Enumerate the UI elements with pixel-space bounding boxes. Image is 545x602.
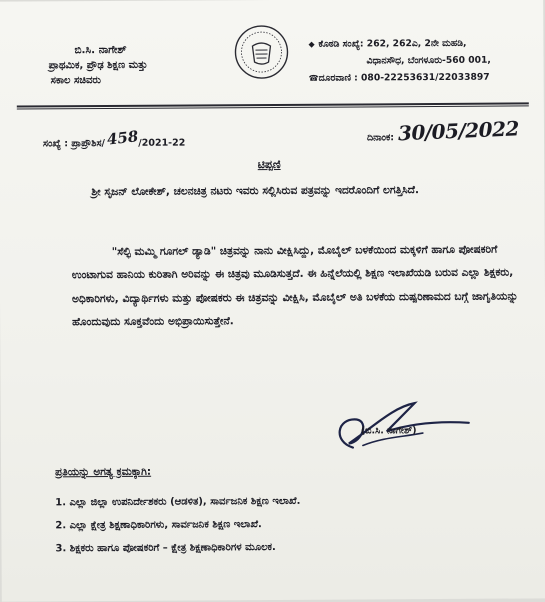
office-phone-line: ☎ ದೂರವಾಣಿ : 080-22253631/22033897 <box>309 68 534 86</box>
phone-icon: ☎ <box>308 73 319 83</box>
copy-recipient: 3. ಶಿಕ್ಷಕರು ಹಾಗೂ ಪೋಷಕರಿಗೆ – ಕ್ಷೇತ್ರ ಶಿಕ್ಷಣಾಧಿಕಾರಿಗಳ ಮೂಲಕ. <box>55 541 276 555</box>
reference-handwritten-number: 458 <box>106 127 140 149</box>
reference-number <box>43 129 185 150</box>
minister-details <box>48 42 208 88</box>
body-paragraph-2: "ಸೆಲ್ಫಿ ಮಮ್ಮಿ ಗೂಗಲ್ ಡ್ಯಾಡಿ" ಚಿತ್ರವನ್ನು ನಾನು ವೀಕ್ಷಿಸಿದ್ದು, ಮೊಬೈಲ್ ಬಳಕೆಯಿಂದ ಮಕ್ಕಳಿಗೆ ಹಾಗೂ ಪೋಷಕರಿಗೆ ಉಂಟಾಗುವ ಹಾನಿಯ ಕುರಿತಾಗಿ ಅರಿವನ್ನು ಈ ಚಿತ್ರವು ಮೂಡಿಸುತ್ತದೆ. ಈ ಹಿನ್ನೆಲೆಯಲ್ಲಿ ಶಿಕ್ಷಣ ಇಲಾಖೆಯಡಿ ಬರುವ ಎಲ್ಲಾ ಶಿಕ್ಷಕರು, ಅಧಿಕಾರಿಗಳು, ವಿದ್ಯಾರ್ಥಿಗಳು ಮತ್ತು ಪೋಷಕರು ಈ ಚಿತ್ರವನ್ನು ವೀಕ್ಷಿಸಿ, ಮೊಬೈಲ್ ಅತಿ ಬಳಕೆಯ ದುಷ್ಪರಿಣಾಮದ ಬಗ್ಗೆ ಜಾಗೃತಿಯನ್ನು ಹೊಂದುವುದು ಸೂಕ್ತವೆಂದು ಅಭಿಪ್ರಾಯಿಸುತ್ತೇನೆ. <box>71 243 519 329</box>
body-paragraph-1: ಶ್ರೀ ಸೃಜನ್ ಲೋಕೇಶ್, ಚಲನಚಿತ್ರ ನಟರು ಇವರು ಸಲ್ಲಿಸಿರುವ ಪತ್ರವನ್ನು ಇದರೊಂದಿಗೆ ಲಗತ್ತಿಸಿದೆ. <box>91 184 420 199</box>
signatory-name: (ಬಿ.ಸಿ. ನಾಗೇಶ್) <box>360 425 417 437</box>
date-handwritten-value: 30/05/2022 <box>397 116 520 146</box>
copy-recipient: 1. ಎಲ್ಲಾ ಜಿಲ್ಲಾ ಉಪನಿರ್ದೇಶಕರು (ಆಡಳಿತ), ಸಾರ್ವಜನಿಕ ಶಿಕ್ಷಣ ಇಲಾಖೆ. <box>55 495 301 509</box>
minister-name: ಬಿ.ಸಿ. ನಾಗೇಶ್ <box>74 43 127 57</box>
office-room-line: ◆ ಕೊಠಡಿ ಸಂಖ್ಯೆ: 262, 262ಎ, 2ನೇ ಮಹಡಿ, <box>308 34 533 52</box>
office-address-line: ವಿಧಾನಸೌಧ, ಬೆಂಗಳೂರು-560 001, <box>366 54 491 67</box>
letter-date <box>366 116 520 146</box>
minister-designation-line1: ಪ್ರಾಥಮಿಕ, ಪ್ರೌಢ ಶಿಕ್ಷಣ ಮತ್ತು <box>48 59 148 72</box>
copies-heading: ಪ್ರತಿಯನ್ನು ಅಗತ್ಯ ಕ್ರಮಕ್ಕಾಗಿ: <box>55 465 152 479</box>
copies-list <box>55 496 301 566</box>
minister-designation-line2: ಸಕಾಲ ಸಚಿವರು <box>50 75 101 87</box>
bullet-icon: ◆ <box>308 39 315 49</box>
date-label: ದಿನಾಂಕ: <box>366 132 395 144</box>
reference-label: ಸಂಖ್ಯೆ : ಪ್ರಾಪ್ರೌಶಿಸ/ <box>43 138 105 150</box>
copy-recipient: 2. ಎಲ್ಲಾ ಕ್ಷೇತ್ರ ಶಿಕ್ಷಣಾಧಿಕಾರಿಗಳು, ಸಾರ್ವಜನಿಕ ಶಿಕ್ಷಣ ಇಲಾಖೆ. <box>55 519 262 532</box>
office-address <box>308 34 533 86</box>
karnataka-emblem-icon <box>233 24 289 80</box>
document-title: ಟಿಪ್ಪಣಿ <box>257 157 281 172</box>
reference-year: /2021-22 <box>138 137 186 149</box>
